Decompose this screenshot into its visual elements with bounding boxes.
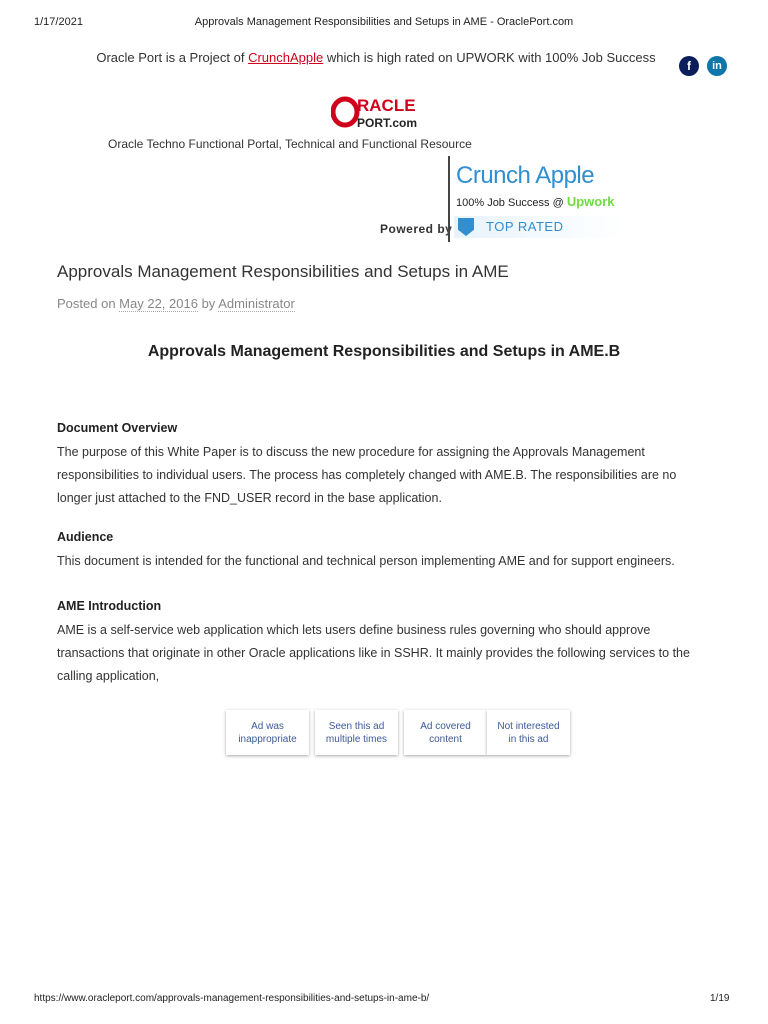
crunchapple-brand: Crunch Apple — [456, 162, 595, 189]
page-url: https://www.oracleport.com/approvals-management-responsibilities-and-setups-in-ame-b/ — [34, 993, 430, 1004]
logo-graphic — [331, 95, 441, 131]
project-line — [0, 50, 752, 65]
ad-btn-line1: Seen this ad — [328, 720, 385, 732]
print-title: Approvals Management Responsibilities and Setups in AME - OraclePort.com — [194, 16, 574, 28]
project-line-suffix: which is high rated on UPWORK with 100% Job Success — [323, 50, 656, 65]
crunchapple-link[interactable]: CrunchApple — [248, 50, 324, 65]
post-meta — [57, 296, 295, 311]
social-links — [679, 56, 727, 76]
job-success-text — [456, 194, 615, 209]
ad-btn-line1: Ad was — [251, 720, 284, 732]
post-date-link[interactable]: May 22, 2016 — [119, 296, 198, 311]
section-ame-introduction — [57, 599, 707, 688]
section-audience — [57, 530, 707, 573]
ad-btn-line2: multiple times — [325, 733, 388, 745]
ad-not-interested-button[interactable] — [487, 710, 570, 755]
site-tagline: Oracle Techno Functional Portal, Technical and Functional Resource — [108, 137, 472, 151]
top-rated-ribbon — [454, 216, 624, 238]
ad-btn-line1: Ad covered — [420, 720, 471, 732]
shield-icon — [458, 218, 474, 236]
crunchapple-badge[interactable] — [448, 156, 624, 242]
logo-line2: PORT.com — [357, 116, 418, 130]
project-line-prefix: Oracle Port is a Project of — [96, 50, 249, 65]
section-title: AME Introduction — [57, 599, 162, 613]
section-title: Document Overview — [57, 421, 178, 435]
posted-on-label: Posted on — [57, 296, 116, 311]
section-document-overview — [57, 421, 707, 510]
ad-btn-line1: Not interested — [497, 720, 560, 732]
by-label: by — [201, 296, 216, 311]
linkedin-icon[interactable]: in — [707, 56, 727, 76]
author-link[interactable]: Administrator — [218, 296, 295, 311]
top-rated-label: TOP RATED — [486, 219, 564, 234]
section-body: This document is intended for the functional and technical person implementing AME and for support engineers. — [57, 554, 675, 568]
document-heading: Approvals Management Responsibilities and Setups in AME.B — [147, 343, 621, 360]
section-body: AME is a self-service web application which lets users define business rules governing who should approve transactions that originate in other Oracle applications like in SSHR. It mainly provides the following services to the calling application, — [57, 623, 690, 683]
ad-inappropriate-button[interactable] — [226, 710, 309, 755]
job-success-label: 100% Job Success @ — [456, 197, 564, 209]
section-title: Audience — [57, 530, 114, 544]
ad-btn-line2: in this ad — [508, 733, 549, 745]
upwork-logo: Upwork — [566, 194, 615, 209]
post-title[interactable]: Approvals Management Responsibilities and Setups in AME — [57, 262, 509, 281]
oracleport-logo[interactable] — [331, 95, 441, 131]
logo-line1: RACLE — [357, 96, 416, 115]
ad-covered-content-button[interactable] — [404, 710, 487, 755]
facebook-icon[interactable]: f — [679, 56, 699, 76]
print-date: 1/17/2021 — [34, 16, 83, 28]
ad-feedback-bar — [226, 710, 570, 755]
page-number: 1/19 — [710, 993, 730, 1004]
ad-seen-multiple-button[interactable] — [315, 710, 398, 755]
powered-by-label: Powered by — [380, 222, 453, 236]
ad-btn-line2: content — [429, 733, 462, 745]
section-body: The purpose of this White Paper is to discuss the new procedure for assigning the Approvals Management responsibilities to individual users. The process has completely changed with AME.B. The responsibilities are no longer just attached to the FND_USER record in the base application. — [57, 445, 677, 505]
ad-btn-line2: inappropriate — [238, 733, 297, 745]
